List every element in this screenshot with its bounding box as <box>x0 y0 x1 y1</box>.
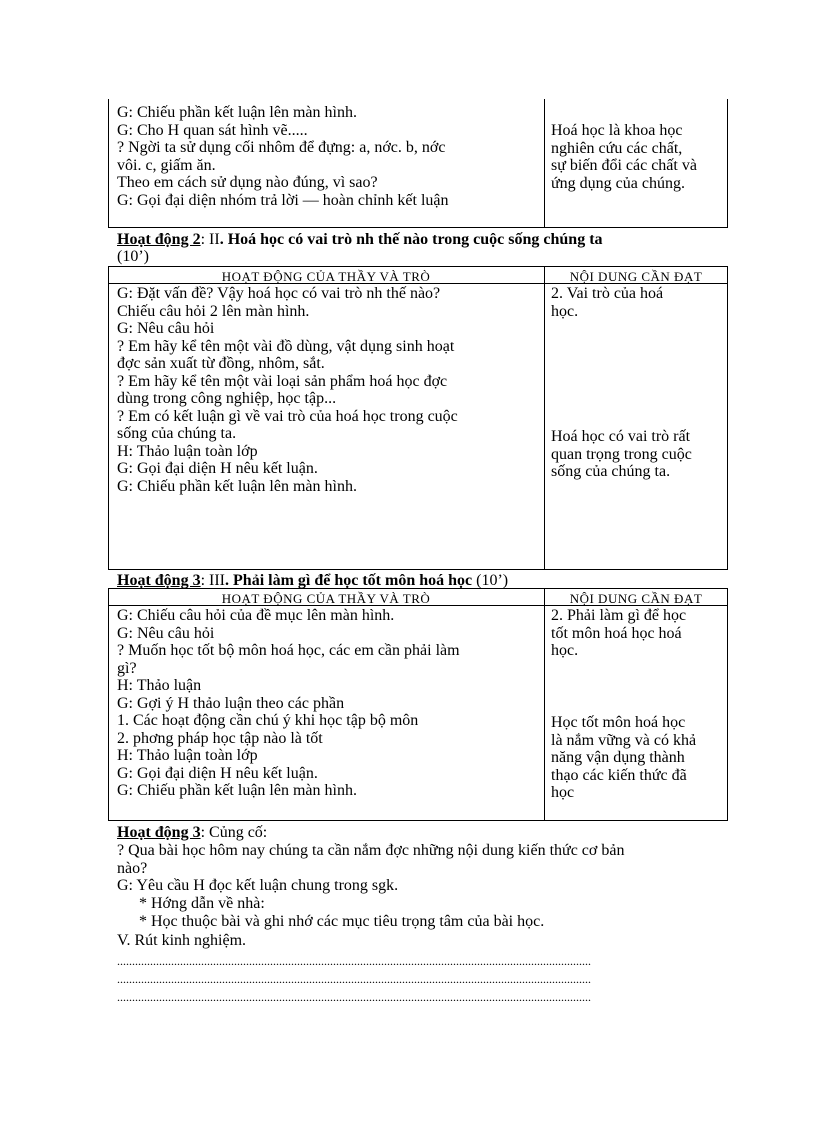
activity-4-rest: : Củng cố: <box>200 824 268 841</box>
text-line: sống của chúng ta. <box>117 425 237 442</box>
text-line: Hoá học có vai trò rất <box>551 428 691 445</box>
table-1-left-cell <box>117 104 537 209</box>
text-line: G: Chiếu phần kết luận lên màn hình. <box>117 477 357 495</box>
table-2-right-bottom <box>551 428 726 481</box>
table-3-header-right: NỘI DUNG CẦN ĐẠT <box>569 591 703 606</box>
table-2-header-left: HOẠT ĐỘNG CỦA THẦY VÀ TRÒ <box>221 269 431 284</box>
activity-2-label: Hoạt động 2 <box>117 231 201 248</box>
text-line: là nắm vững và có khả <box>551 731 697 749</box>
table-1-right-cell <box>551 122 726 192</box>
text-line: H: Thảo luận toàn lớp <box>117 747 258 764</box>
activity-4-heading <box>117 824 267 842</box>
activity-3-label: Hoạt động 3 <box>117 572 201 589</box>
text-line: học. <box>551 642 579 659</box>
activity-3-title: . Phải làm gì để học tốt môn hoá học <box>225 572 473 589</box>
activity-2-time: (10’) <box>117 248 149 265</box>
text-line: gì? <box>117 659 137 677</box>
text-line: H: Thảo luận toàn lớp <box>117 442 258 460</box>
text-line: Học tốt môn hoá học <box>551 714 686 731</box>
activity-4-label: Hoạt động 3 <box>117 824 201 841</box>
text-line: đợc sản xuất từ đồng, nhôm, sắt. <box>117 355 325 372</box>
table-3-right-top <box>551 607 726 660</box>
text-line: tốt môn hoá học hoá <box>551 624 682 642</box>
text-line: G: Chiếu câu hỏi của đề mục lên màn hình. <box>117 607 395 624</box>
text-line: G: Yêu cầu H đọc kết luận chung trong sgk. <box>117 877 399 894</box>
text-line: G: Cho H quan sát hình vẽ..... <box>117 121 308 139</box>
text-line: vôi. c, giấm ăn. <box>117 156 216 174</box>
text-line: G: Nêu câu hỏi <box>117 624 215 642</box>
text-line: G: Gọi đại diện H nêu kết luận. <box>117 460 318 477</box>
table-2-right-top <box>551 285 726 320</box>
section-5-heading: V. Rút kinh nghiệm. <box>117 932 247 949</box>
text-line: học <box>551 784 575 801</box>
text-line: ? Qua bài học hôm nay chúng ta cần nắm đợc những nội dung kiến thức cơ bản <box>117 842 625 859</box>
table-2-divider <box>544 266 545 570</box>
dotted-line: .............................................................................................................................................................. <box>117 972 591 986</box>
text-line: quan trọng trong cuộc <box>551 445 692 463</box>
text-line: 2. Vai trò của hoá <box>551 285 664 302</box>
text-line: ? Em hãy kể tên một vài loại sản phẩm hoá học đợc <box>117 372 448 390</box>
text-line: 2. phơng pháp học tập nào là tốt <box>117 729 323 747</box>
text-line: sống của chúng ta. <box>551 463 671 480</box>
table-1-divider <box>544 99 545 228</box>
text-line: 2. Phải làm gì để học <box>551 607 687 624</box>
text-line: G: Gọi đại diện H nêu kết luận. <box>117 764 318 782</box>
text-line: học. <box>551 302 579 320</box>
text-line: G: Chiếu phần kết luận lên màn hình. <box>117 104 357 121</box>
text-line: G: Gọi đại diện nhóm trả lời — hoàn chỉnh kết luận <box>117 191 449 209</box>
text-line: H: Thảo luận <box>117 677 202 694</box>
text-line: dùng trong công nghiệp, học tập... <box>117 390 337 407</box>
activity-2-title: . Hoá học có vai trò nh thế nào trong cuộc sống chúng ta <box>219 231 603 248</box>
text-line: ? Muốn học tốt bộ môn hoá học, các em cần phải làm <box>117 642 460 659</box>
bullet-item: * Học thuộc bài và ghi nhớ các mục tiêu trọng tâm của bài học. <box>139 912 545 930</box>
text-line: Hoá học là khoa học <box>551 122 683 139</box>
activity-3-heading <box>117 572 508 590</box>
text-line: nào? <box>117 859 148 877</box>
table-2-left-cell <box>117 285 537 495</box>
activity-3-sep: : III <box>200 572 226 589</box>
bullet-item: * Hớng dẫn về nhà: <box>139 895 265 912</box>
text-line: 1. Các hoạt động cần chú ý khi học tập bộ môn <box>117 712 419 729</box>
text-line: ? Em có kết luận gì về vai trò của hoá học trong cuộc <box>117 407 458 425</box>
activity-2-heading <box>117 231 603 249</box>
dotted-line: .............................................................................................................................................................. <box>117 990 591 1004</box>
text-line: ? Ngời ta sử dụng cối nhôm để đựng: a, nớc. b, nớc <box>117 139 446 156</box>
text-line: G: Chiếu phần kết luận lên màn hình. <box>117 782 357 799</box>
table-3-left-cell <box>117 607 537 800</box>
text-line: Theo em cách sử dụng nào đúng, vì sao? <box>117 174 378 191</box>
text-line: G: Gợi ý H thảo luận theo các phần <box>117 694 345 712</box>
activity-2-sep: : II <box>200 231 220 248</box>
dotted-line: .............................................................................................................................................................. <box>117 954 591 968</box>
text-line: sự biến đổi các chất và <box>551 157 697 174</box>
text-line: ứng dụng của chúng. <box>551 174 685 192</box>
bullet-list <box>139 895 729 930</box>
text-line: G: Đặt vấn đề? Vậy hoá học có vai trò nh thế nào? <box>117 285 441 302</box>
text-line: G: Nêu câu hỏi <box>117 320 215 337</box>
text-line: nghiên cứu các chất, <box>551 139 683 157</box>
table-3-divider <box>544 588 545 821</box>
text-line: Chiếu câu hỏi 2 lên màn hình. <box>117 302 310 320</box>
text-line: ? Em hãy kể tên một vài đồ dùng, vật dụng sinh hoạt <box>117 337 455 355</box>
activity-3-time: (10’) <box>472 572 509 589</box>
text-line: thạo các kiến thức đã <box>551 766 687 784</box>
text-line: năng vận dụng thành <box>551 749 685 766</box>
footer-text <box>117 842 727 895</box>
table-2-header-right: NỘI DUNG CẦN ĐẠT <box>569 269 703 284</box>
table-3-right-bottom <box>551 714 726 802</box>
table-3-header-left: HOẠT ĐỘNG CỦA THẦY VÀ TRÒ <box>221 591 431 606</box>
